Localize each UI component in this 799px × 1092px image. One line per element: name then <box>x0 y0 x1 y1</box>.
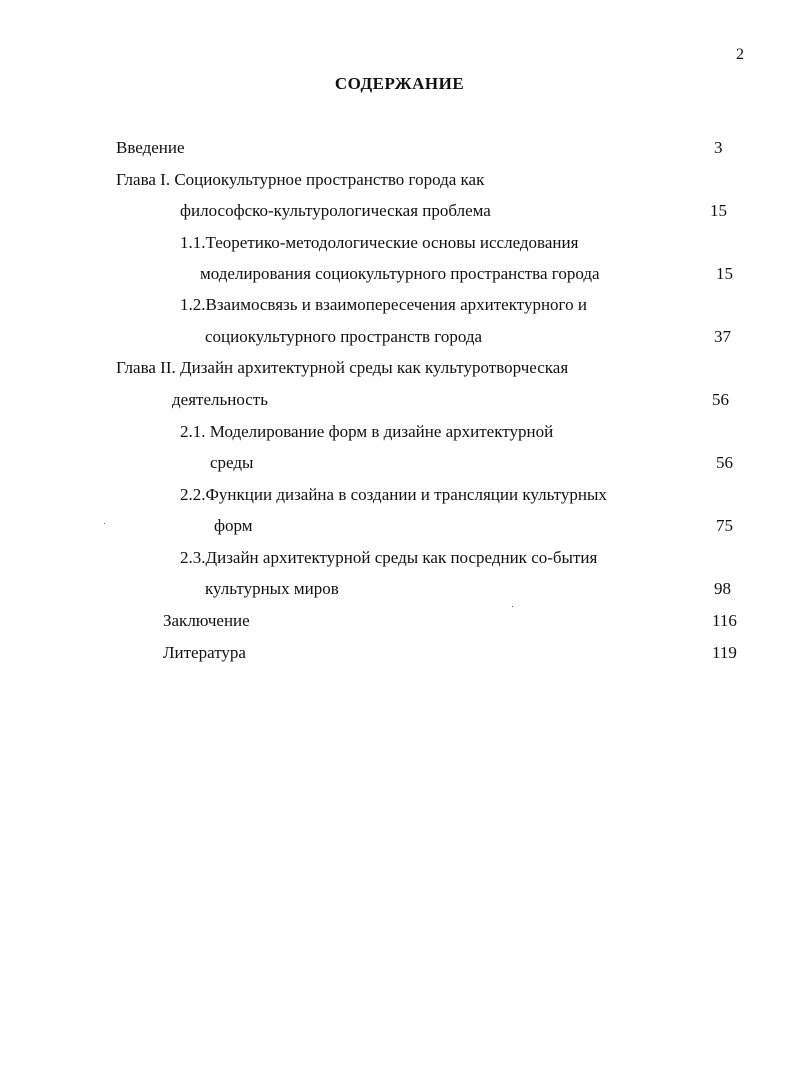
toc-entry-label: моделирования социокультурного пространства города <box>200 264 600 283</box>
toc-entry-page: 37 <box>714 327 731 346</box>
toc-entry-label: философско-культурологическая проблема <box>180 201 491 220</box>
page-number: 2 <box>736 46 744 63</box>
scan-speck <box>512 606 513 607</box>
toc-entry-label: 1.2.Взаимосвязь и взаимопересечения архитектурного и <box>180 295 587 314</box>
toc-entry-label: Глава II. Дизайн архитектурной среды как культуротворческая <box>116 358 569 377</box>
toc-entry-label: Введение <box>116 138 185 157</box>
scan-speck <box>104 523 105 524</box>
toc-entry-label: 2.2.Функции дизайна в создании и трансляции культурных <box>180 485 607 504</box>
toc-entry-page: 98 <box>714 579 731 598</box>
toc-entry-label: культурных миров <box>205 579 339 598</box>
toc-entry-page: 15 <box>710 201 727 220</box>
toc-entry-label: Заключение <box>163 611 250 630</box>
toc-entry-label: социокультурного пространств города <box>205 327 483 346</box>
toc-entry-label: 1.1.Теоретико-методологические основы исследования <box>180 233 579 252</box>
toc-entry-label: Литература <box>163 643 246 662</box>
toc-entry-page: 75 <box>716 516 733 535</box>
toc-entry-page: 15 <box>716 264 733 283</box>
toc-entry-page: 56 <box>712 390 729 409</box>
toc-entry-label: 2.1. Моделирование форм в дизайне архитектурной <box>180 422 554 441</box>
toc-entry-page: 3 <box>714 138 723 157</box>
toc-entry-label: среды <box>210 453 254 472</box>
toc-entry-label: деятельность <box>172 390 268 409</box>
toc-entry-label: форм <box>214 516 253 535</box>
toc-entry-page: 56 <box>716 453 733 472</box>
toc-entry-label: 2.3.Дизайн архитектурной среды как посредник со-бытия <box>180 548 598 567</box>
page-title: СОДЕРЖАНИЕ <box>334 74 465 93</box>
toc-entry-page: 116 <box>712 611 737 630</box>
toc-entry-label: Глава I. Социокультурное пространство города как <box>116 170 485 189</box>
toc-entry-page: 119 <box>712 643 737 662</box>
